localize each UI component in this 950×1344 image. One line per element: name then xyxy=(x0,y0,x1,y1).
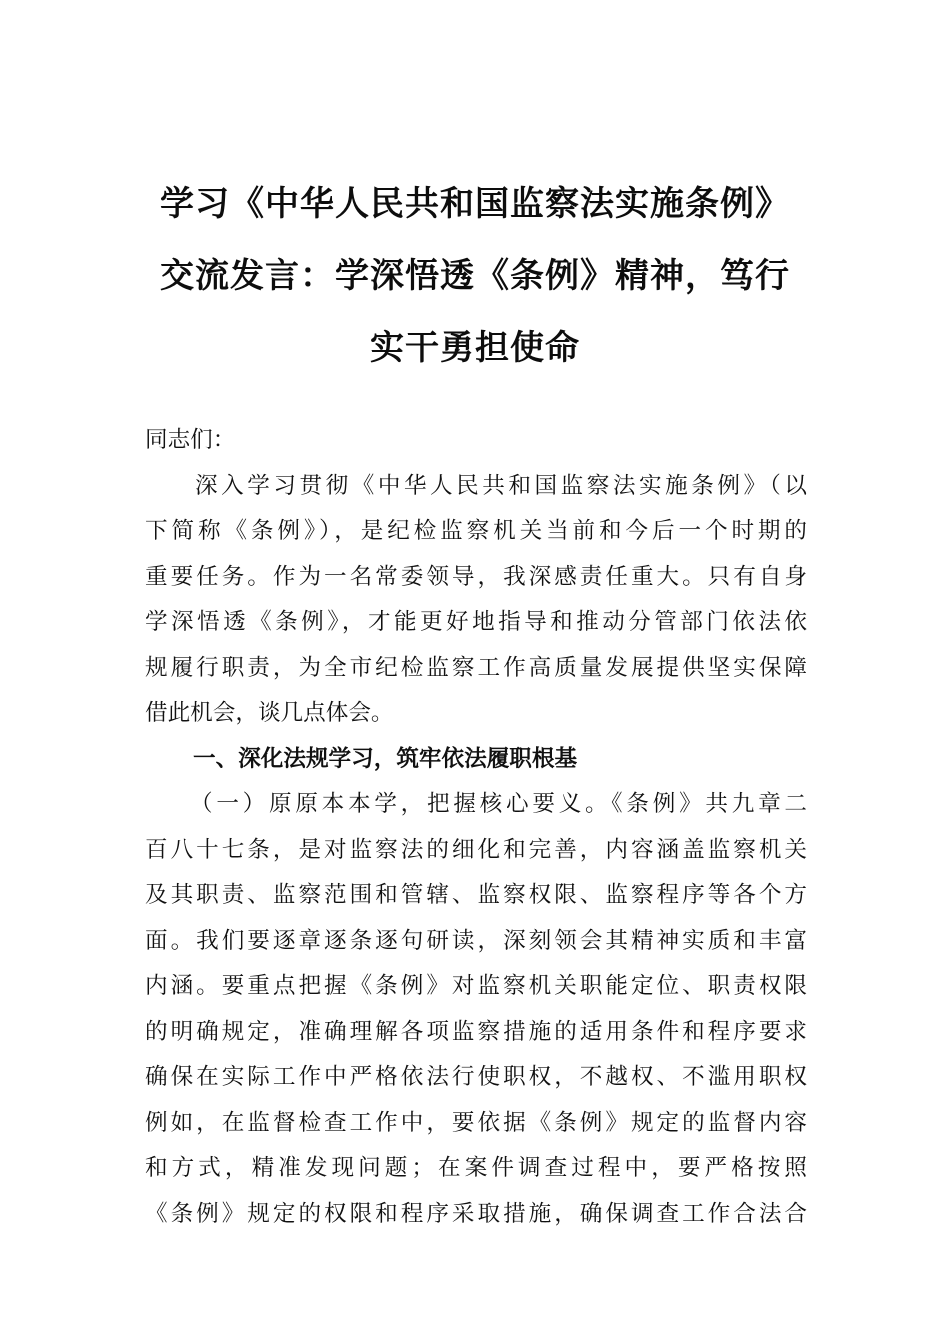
document-body xyxy=(145,418,807,1237)
section-line: 《条例》规定的权限和程序采取措施，确保调查工作合法合 xyxy=(145,1200,807,1227)
section-line: 和方式，精准发现问题；在案件调查过程中，要严格按照 xyxy=(145,1155,807,1181)
section-line: 面。我们要逐章逐条逐句研读，深刻领会其精神实质和丰富 xyxy=(145,927,807,954)
title-line-2: 交流发言：学深悟透《条例》精神，笃行 xyxy=(160,256,790,296)
section-line: 的明确规定，准确理解各项监察措施的适用条件和程序要求 xyxy=(145,1018,807,1045)
intro-line: 下简称《条例》），是纪检监察机关当前和今后一个时期的 xyxy=(145,518,807,544)
salutation: 同志们： xyxy=(145,427,236,453)
section-heading: 一、深化法规学习，筑牢依法履职根基 xyxy=(193,745,578,772)
section-line: 百八十七条，是对监察法的细化和完善，内容涵盖监察机关 xyxy=(145,836,807,863)
section-line: 例如，在监督检查工作中，要依据《条例》规定的监督内容 xyxy=(145,1109,807,1136)
section-line: （一）原原本本学，把握核心要义。《条例》共九章二 xyxy=(190,791,807,817)
intro-line: 学深悟透《条例》，才能更好地指导和推动分管部门依法依 xyxy=(145,609,807,635)
title-line-3: 实干勇担使命 xyxy=(370,328,580,368)
intro-line: 深入学习贯彻《中华人民共和国监察法实施条例》（以 xyxy=(195,472,807,499)
title-line-1: 学习《中华人民共和国监察法实施条例》 xyxy=(160,184,790,224)
section-line: 确保在实际工作中严格依法行使职权，不越权、不滥用职权 xyxy=(145,1064,807,1090)
intro-line: 重要任务。作为一名常委领导，我深感责任重大。只有自身 xyxy=(145,563,807,590)
intro-line: 规履行职责，为全市纪检监察工作高质量发展提供坚实保障 xyxy=(145,654,807,681)
section-line: 内涵。要重点把握《条例》对监察机关职能定位、职责权限 xyxy=(145,973,807,999)
document-title xyxy=(145,168,805,384)
section-line: 及其职责、监察范围和管辖、监察权限、监察程序等各个方 xyxy=(145,882,807,908)
intro-line: 借此机会，谈几点体会。 xyxy=(145,700,394,726)
